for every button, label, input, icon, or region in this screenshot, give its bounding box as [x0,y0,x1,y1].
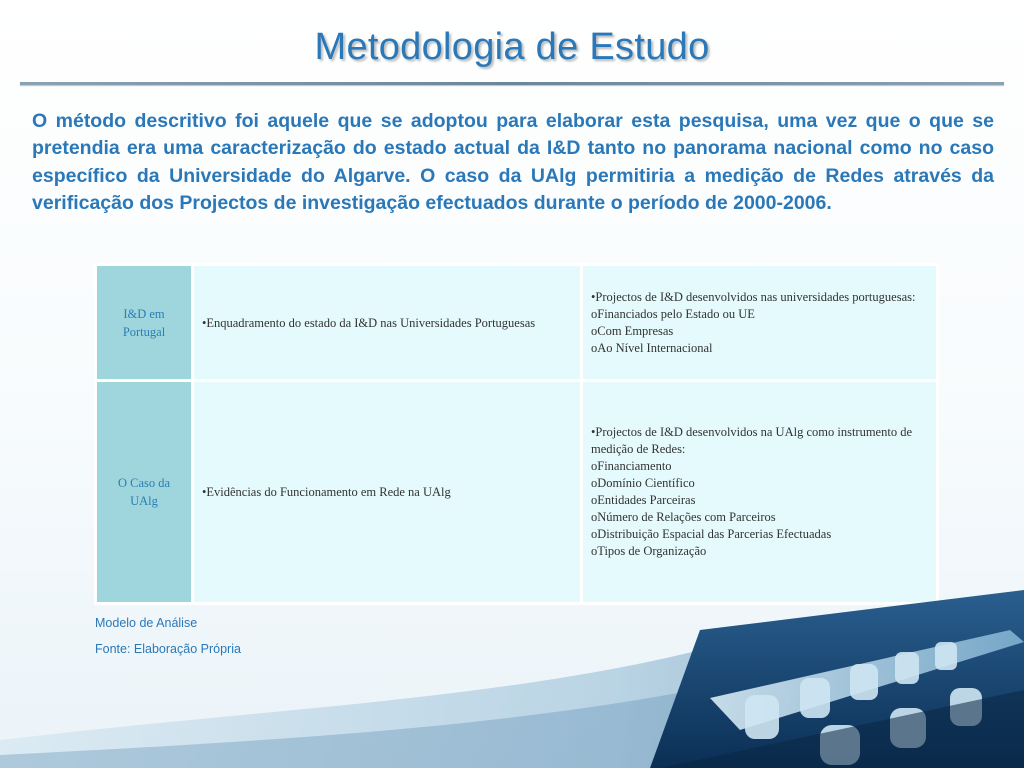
title-divider [20,82,1004,85]
list-item: •Projectos de I&D desenvolvidos na UAlg como instrumento de medição de Redes: [591,425,912,456]
caption-model: Modelo de Análise [95,616,198,630]
cell-text: •Evidências do Funcionamento em Rede na UAlg [202,485,451,499]
row-header-line: UAlg [130,494,158,508]
table-cell-scope [193,381,582,604]
row-header-line: Portugal [122,324,166,339]
list-item: oFinanciamento [591,459,672,473]
slide-title: Metodologia de Estudo [314,26,710,68]
cell-text: •Enquadramento do estado da I&D nas Universidades Portuguesas [202,315,536,330]
list-item: oTipos de Organização [591,544,707,558]
table-cell-indicators [582,381,938,604]
row-header-id-portugal [96,265,193,381]
list-item: •Projectos de I&D desenvolvidos nas universidades portuguesas: [591,289,916,304]
row-header-line: O Caso da [117,476,171,490]
list-item: oCom Empresas [591,323,674,338]
list-item: oFinanciados pelo Estado ou UE [591,306,755,321]
table-row [96,381,938,604]
row-header-line: I&D em [123,306,165,321]
list-item: oEntidades Parceiras [591,493,696,507]
table-row [96,265,938,381]
table-cell-indicators [582,265,938,381]
row-header-caso-ualg [96,381,193,604]
table-cell-scope [193,265,582,381]
list-item: oDistribuição Espacial das Parcerias Efectuadas [591,527,832,541]
list-item: oDomínio Científico [591,476,695,490]
list-item: oNúmero de Relações com Parceiros [591,510,776,524]
intro-paragraph: O método descritivo foi aquele que se adoptou para elaborar esta pesquisa, uma vez que o que se pretendia era uma caracterização do estado actual da I&D tanto no panorama nacional como no caso específico da Universidade do Algarve. O caso da UAlg permitiria a medição de Redes através da verificação dos Projectos de investigação efectuados durante o período de 2000-2006. [32,110,994,215]
meeting-room-photo-icon [0,590,1024,768]
list-item: oAo Nível Internacional [591,340,713,355]
caption-source: Fonte: Elaboração Própria [95,642,241,656]
analysis-model-table [94,263,939,605]
